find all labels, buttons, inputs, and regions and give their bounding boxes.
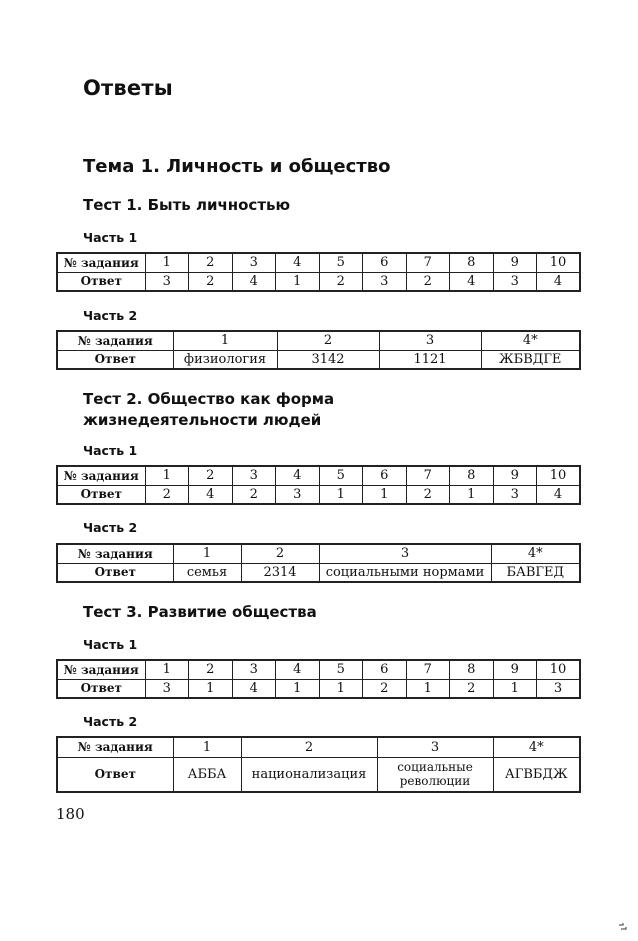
test-2-part-1-table (56, 465, 581, 505)
answer-header: Ответ (57, 350, 173, 369)
task-number: 4* (491, 544, 580, 563)
answer-cell: 1 (319, 679, 363, 698)
task-number: 1 (145, 253, 189, 272)
task-number: 1 (173, 737, 241, 757)
answer-cell: физиология (173, 350, 277, 369)
task-number: 4 (276, 660, 320, 679)
answer-header: Ответ (57, 563, 173, 582)
answer-cell: БАВГЕД (491, 563, 580, 582)
task-number: 7 (406, 253, 450, 272)
answer-cell: АГВБДЖ (493, 757, 580, 792)
answer-cell: 1 (493, 679, 537, 698)
task-number: 8 (450, 253, 494, 272)
task-number: 9 (493, 466, 537, 485)
task-number-header: № задания (57, 331, 173, 350)
task-number: 4* (481, 331, 580, 350)
task-number-header: № задания (57, 466, 145, 485)
corner-mark-icon (618, 922, 628, 932)
page-title: Ответы (83, 76, 173, 100)
task-number: 3 (319, 544, 491, 563)
task-number: 3 (232, 466, 276, 485)
task-number: 1 (173, 544, 241, 563)
answer-cell: 4 (537, 485, 581, 504)
task-number: 6 (363, 253, 407, 272)
task-number: 5 (319, 253, 363, 272)
answer-header: Ответ (57, 679, 145, 698)
test-1-title: Тест 1. Быть личностью (83, 196, 291, 214)
answer-cell: 1 (450, 485, 494, 504)
task-number: 10 (537, 660, 581, 679)
test-1-part-1-title: Часть 1 (83, 230, 138, 245)
test-3-part-1-title: Часть 1 (83, 637, 138, 652)
task-number: 3 (232, 253, 276, 272)
answer-cell: 1121 (379, 350, 481, 369)
task-number-header: № задания (57, 737, 173, 757)
answer-cell: 2 (189, 272, 233, 291)
answer-cell: 3 (493, 272, 537, 291)
answer-cell: ЖБВДГЕ (481, 350, 580, 369)
answer-cell: 1 (189, 679, 233, 698)
answer-cell: 2314 (241, 563, 319, 582)
answer-cell: АББА (173, 757, 241, 792)
task-number: 3 (377, 737, 493, 757)
answer-cell: 2 (406, 485, 450, 504)
task-number: 4 (276, 253, 320, 272)
task-number: 6 (363, 466, 407, 485)
task-number: 2 (189, 660, 233, 679)
task-number-header: № задания (57, 660, 145, 679)
answer-cell: 2 (232, 485, 276, 504)
task-number: 10 (537, 466, 581, 485)
answer-cell: 3 (145, 679, 189, 698)
answer-cell: 4 (232, 679, 276, 698)
answer-header: Ответ (57, 272, 145, 291)
test-1-part-2-table (56, 330, 581, 370)
task-number: 10 (537, 253, 581, 272)
answer-cell: 2 (363, 679, 407, 698)
answer-cell: семья (173, 563, 241, 582)
answer-cell: социальными нормами (319, 563, 491, 582)
answer-cell: национализация (241, 757, 377, 792)
answer-cell: 4 (189, 485, 233, 504)
task-number: 6 (363, 660, 407, 679)
test-2-part-2-title: Часть 2 (83, 520, 138, 535)
task-number: 1 (145, 660, 189, 679)
answer-cell: 1 (319, 485, 363, 504)
task-number: 2 (241, 544, 319, 563)
test-1-part-1-table (56, 252, 581, 292)
answer-header: Ответ (57, 757, 173, 792)
answer-cell: 2 (406, 272, 450, 291)
task-number: 8 (450, 466, 494, 485)
test-2-title-line-2: жизнедеятельности людей (83, 411, 322, 429)
test-2-part-2-table (56, 543, 581, 583)
task-number: 5 (319, 466, 363, 485)
test-3-part-2-table (56, 736, 581, 793)
task-number: 3 (379, 331, 481, 350)
answer-cell: 2 (450, 679, 494, 698)
task-number: 7 (406, 466, 450, 485)
task-number: 2 (241, 737, 377, 757)
answer-cell: 3 (537, 679, 581, 698)
task-number: 1 (145, 466, 189, 485)
page-number: 180 (56, 805, 85, 823)
answer-cell: 1 (276, 679, 320, 698)
answer-cell: 4 (232, 272, 276, 291)
task-number: 2 (189, 253, 233, 272)
task-number: 5 (319, 660, 363, 679)
task-number: 2 (189, 466, 233, 485)
task-number: 7 (406, 660, 450, 679)
answer-cell: 1 (363, 485, 407, 504)
test-3-part-2-title: Часть 2 (83, 714, 138, 729)
answer-cell: 3142 (277, 350, 379, 369)
answer-cell: 1 (406, 679, 450, 698)
topic-title: Тема 1. Личность и общество (83, 156, 391, 177)
answer-cell: 1 (276, 272, 320, 291)
task-number: 9 (493, 660, 537, 679)
test-2-part-1-title: Часть 1 (83, 443, 138, 458)
test-2-title (83, 389, 334, 431)
task-number: 1 (173, 331, 277, 350)
test-1-part-2-title: Часть 2 (83, 308, 138, 323)
answer-header: Ответ (57, 485, 145, 504)
task-number: 4 (276, 466, 320, 485)
test-3-title: Тест 3. Развитие общества (83, 603, 317, 621)
test-2-title-line-1: Тест 2. Общество как форма (83, 390, 335, 408)
test-3-part-1-table (56, 659, 581, 699)
answer-cell: 3 (276, 485, 320, 504)
answer-cell: социальные революции (377, 757, 493, 792)
task-number: 9 (493, 253, 537, 272)
task-number: 4* (493, 737, 580, 757)
answer-cell: 2 (145, 485, 189, 504)
task-number-header: № задания (57, 253, 145, 272)
task-number-header: № задания (57, 544, 173, 563)
answer-cell: 3 (363, 272, 407, 291)
task-number: 8 (450, 660, 494, 679)
task-number: 3 (232, 660, 276, 679)
task-number: 2 (277, 331, 379, 350)
answer-cell: 4 (450, 272, 494, 291)
answer-cell: 3 (493, 485, 537, 504)
answer-cell: 4 (537, 272, 581, 291)
answer-cell: 2 (319, 272, 363, 291)
answer-cell: 3 (145, 272, 189, 291)
